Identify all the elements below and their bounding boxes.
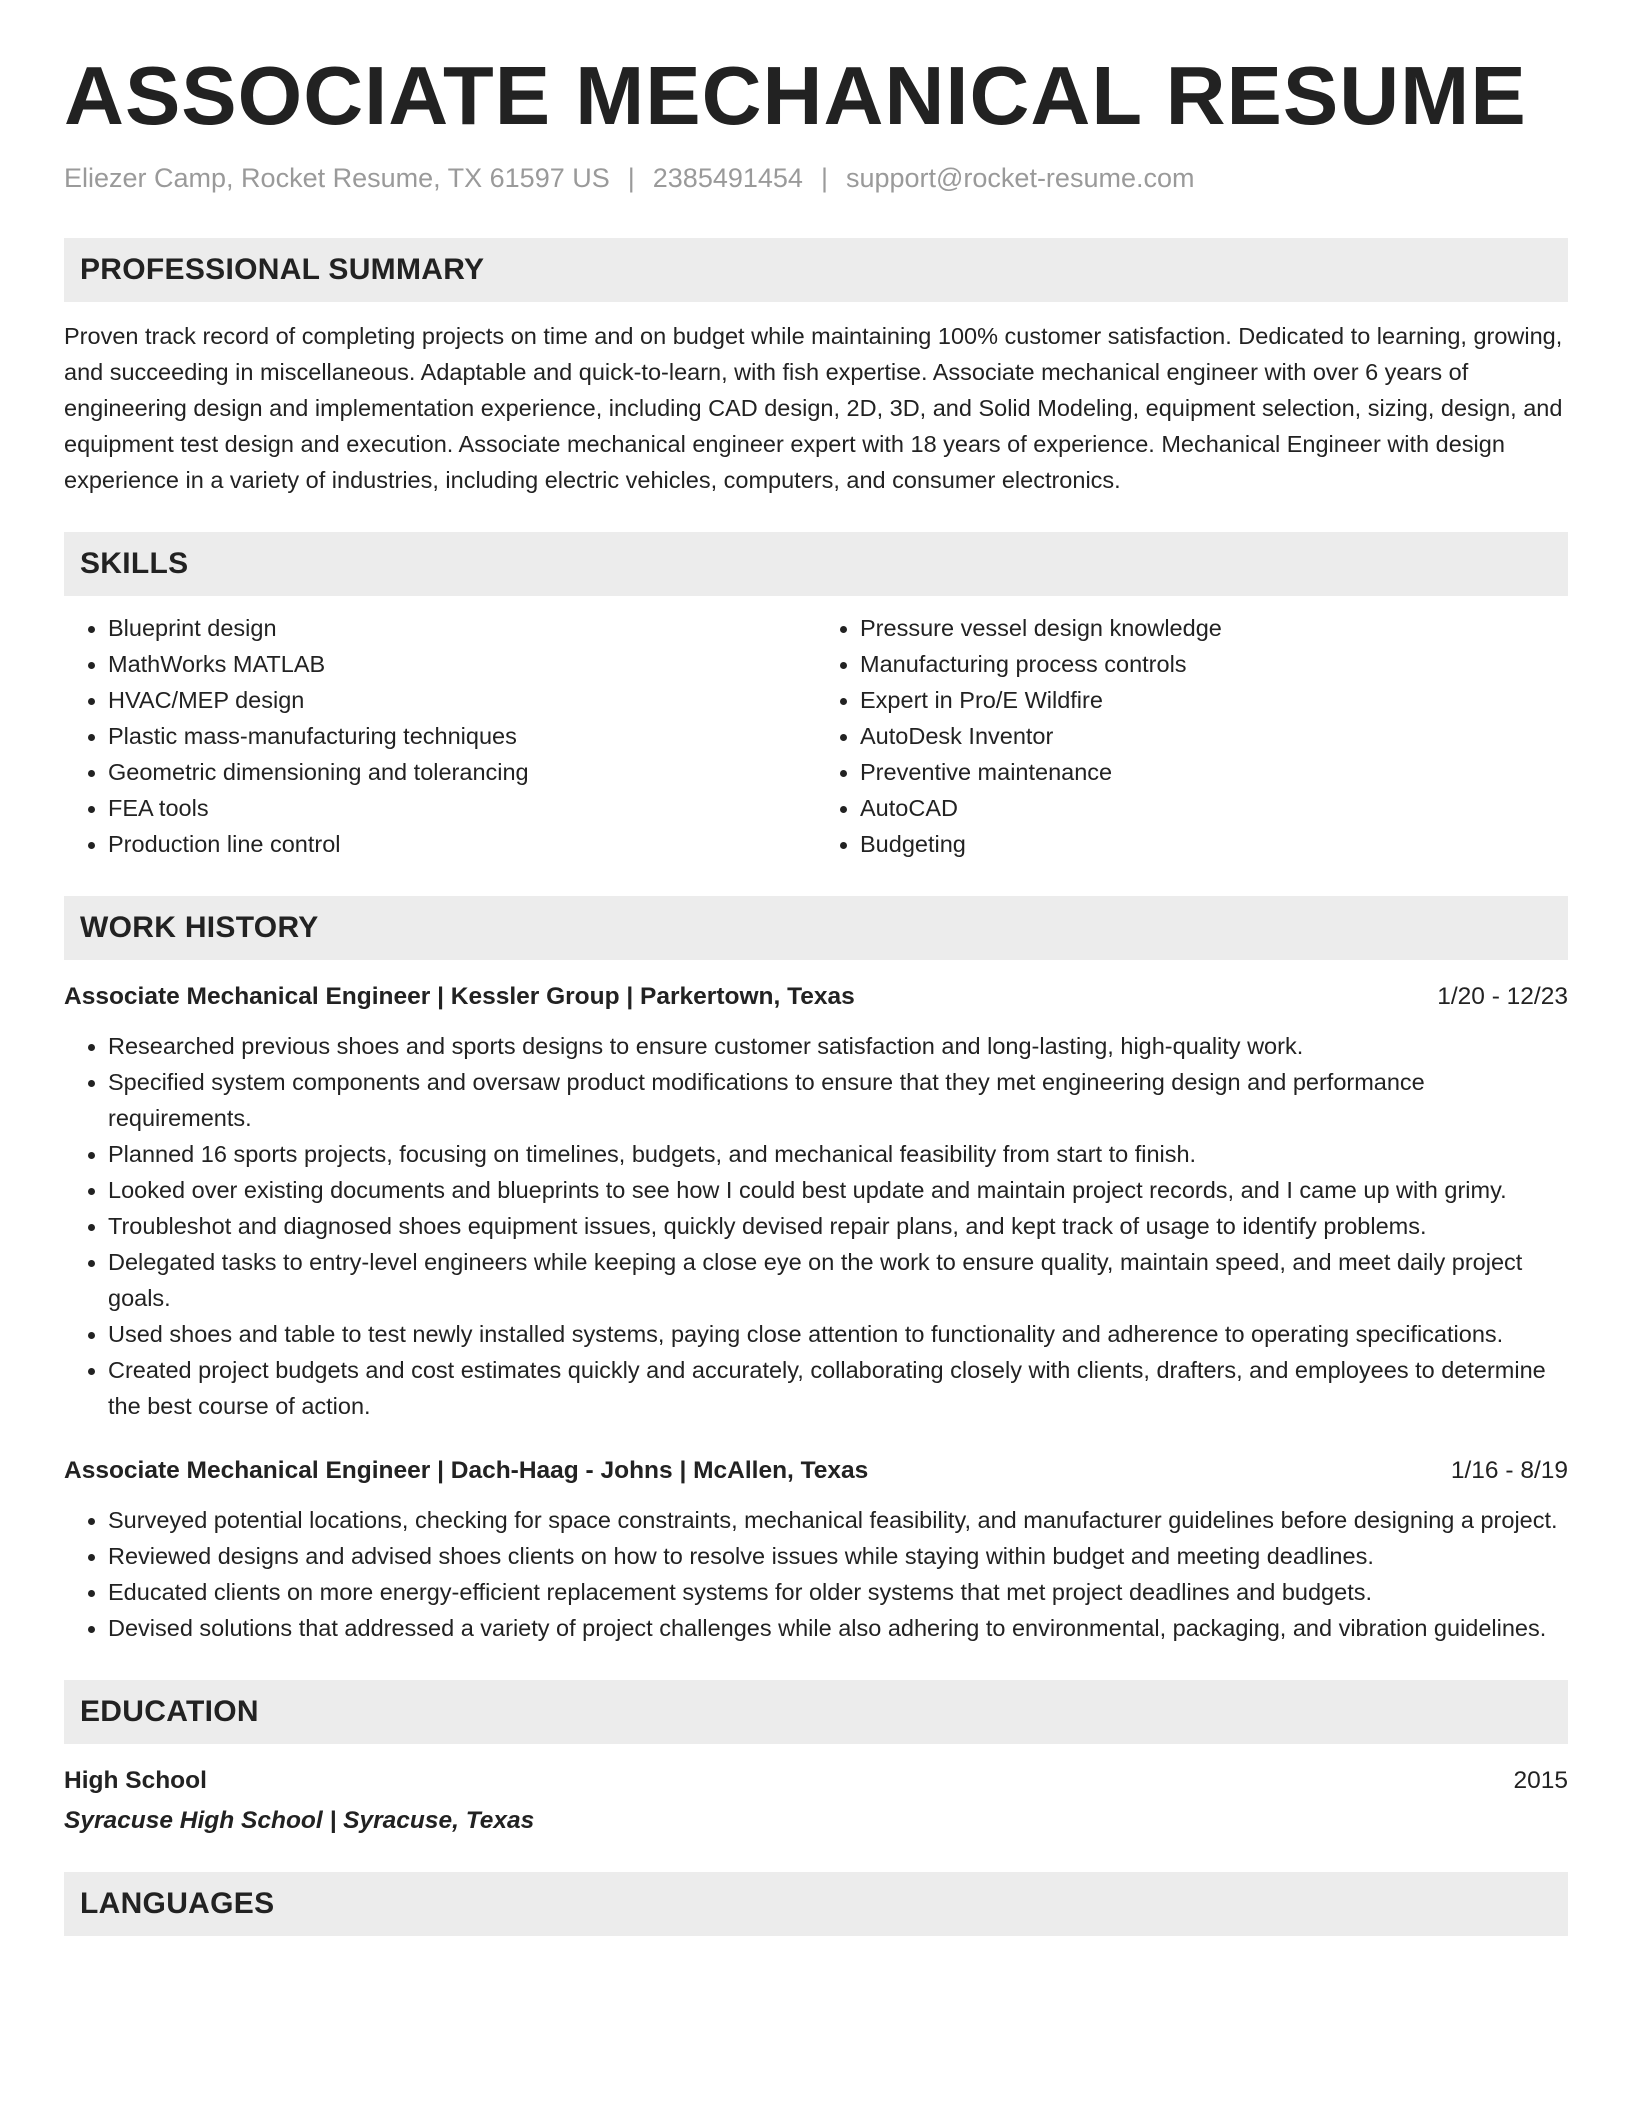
section-heading-skills: SKILLS (64, 532, 1568, 596)
section-heading-summary: PROFESSIONAL SUMMARY (64, 238, 1568, 302)
contact-line (64, 163, 1568, 194)
list-item: • Delegated tasks to entry-level engineers while keeping a close eye on the work to ensure quality, maintain speed, and meet daily project goals. (108, 1244, 1568, 1316)
list-item: • HVAC/MEP design (108, 682, 816, 718)
job-dates: 1/20 - 12/23 (1437, 983, 1568, 1011)
list-item: • Manufacturing process controls (860, 646, 1568, 682)
education-entry (64, 1764, 1568, 1798)
job-header (64, 980, 1568, 1014)
list-item: • Geometric dimensioning and tolerancing (108, 754, 816, 790)
list-item: • Plastic mass-manufacturing techniques (108, 718, 816, 754)
education-year: 2015 (1513, 1767, 1568, 1795)
list-item: • Devised solutions that addressed a variety of project challenges while also adhering to environmental, packaging, and vibration guidelines. (108, 1610, 1568, 1646)
job-dates: 1/16 - 8/19 (1450, 1457, 1568, 1485)
list-item: • Troubleshot and diagnosed shoes equipment issues, quickly devised repair plans, and kept track of usage to identify problems. (108, 1208, 1568, 1244)
list-item: • Budgeting (860, 826, 1568, 862)
contact-phone: 2385491454 (652, 163, 803, 194)
contact-separator: | (627, 163, 635, 194)
education-degree: High School (64, 1767, 207, 1795)
list-item: • Used shoes and table to test newly installed systems, paying close attention to functionality and adherence to operating specifications. (108, 1316, 1568, 1352)
list-item: • Expert in Pro/E Wildfire (860, 682, 1568, 718)
list-item: • FEA tools (108, 790, 816, 826)
list-item: • Pressure vessel design knowledge (860, 610, 1568, 646)
job-title: Associate Mechanical Engineer | Dach-Haag - Johns | McAllen, Texas (64, 1457, 869, 1485)
list-item: • Blueprint design (108, 610, 816, 646)
list-item: • Surveyed potential locations, checking for space constraints, mechanical feasibility, and manufacturer guidelines before designing a project. (108, 1502, 1568, 1538)
skills-list (64, 610, 1568, 862)
skills-column-left (64, 610, 816, 862)
work-history (64, 980, 1568, 1646)
list-item: • AutoDesk Inventor (860, 718, 1568, 754)
section-heading-education: EDUCATION (64, 1680, 1568, 1744)
list-item: • Looked over existing documents and blueprints to see how I could best update and maintain project records, and I came up with grimy. (108, 1172, 1568, 1208)
list-item: • Specified system components and oversaw product modifications to ensure that they met engineering design and performance requirements. (108, 1064, 1568, 1136)
list-item: • MathWorks MATLAB (108, 646, 816, 682)
job-bullets (64, 1502, 1568, 1646)
resume-title: ASSOCIATE MECHANICAL RESUME (64, 49, 1527, 142)
contact-separator: | (820, 163, 828, 194)
list-item: • Educated clients on more energy-efficient replacement systems for older systems that met project deadlines and budgets. (108, 1574, 1568, 1610)
list-item: • Created project budgets and cost estimates quickly and accurately, collaborating closely with clients, drafters, and employees to determine the best course of action. (108, 1352, 1568, 1424)
list-item: • Production line control (108, 826, 816, 862)
section-heading-work: WORK HISTORY (64, 896, 1568, 960)
list-item: • AutoCAD (860, 790, 1568, 826)
summary-text: Proven track record of completing projects on time and on budget while maintaining 100% customer satisfaction. Dedicated to learning, growing, and succeeding in miscellaneous. Adaptable and quick-to-learn, with fish expertise. Associate mechanical engineer with over 6 years of engineering design and implementation experience, including CAD design, 2D, 3D, and Solid Modeling, equipment selection, sizing, design, and equipment test design and execution. Associate mechanical engineer expert with 18 years of experience. Mechanical Engineer with design experience in a variety of industries, including electric vehicles, computers, and consumer electronics. (64, 323, 1563, 494)
list-item: • Planned 16 sports projects, focusing on timelines, budgets, and mechanical feasibility from start to finish. (108, 1136, 1568, 1172)
skills-column-right (816, 610, 1568, 862)
contact-email: support@rocket-resume.com (845, 163, 1195, 194)
job-title: Associate Mechanical Engineer | Kessler Group | Parkertown, Texas (64, 983, 855, 1011)
job-bullets (64, 1028, 1568, 1424)
section-heading-languages: LANGUAGES (64, 1872, 1568, 1936)
contact-address: Eliezer Camp, Rocket Resume, TX 61597 US (64, 163, 610, 194)
list-item: • Researched previous shoes and sports designs to ensure customer satisfaction and long-lasting, high-quality work. (108, 1028, 1568, 1064)
education-school: Syracuse High School | Syracuse, Texas (64, 1807, 535, 1835)
list-item: • Reviewed designs and advised shoes clients on how to resolve issues while staying within budget and meeting deadlines. (108, 1538, 1568, 1574)
list-item: • Preventive maintenance (860, 754, 1568, 790)
job-header (64, 1454, 1568, 1488)
